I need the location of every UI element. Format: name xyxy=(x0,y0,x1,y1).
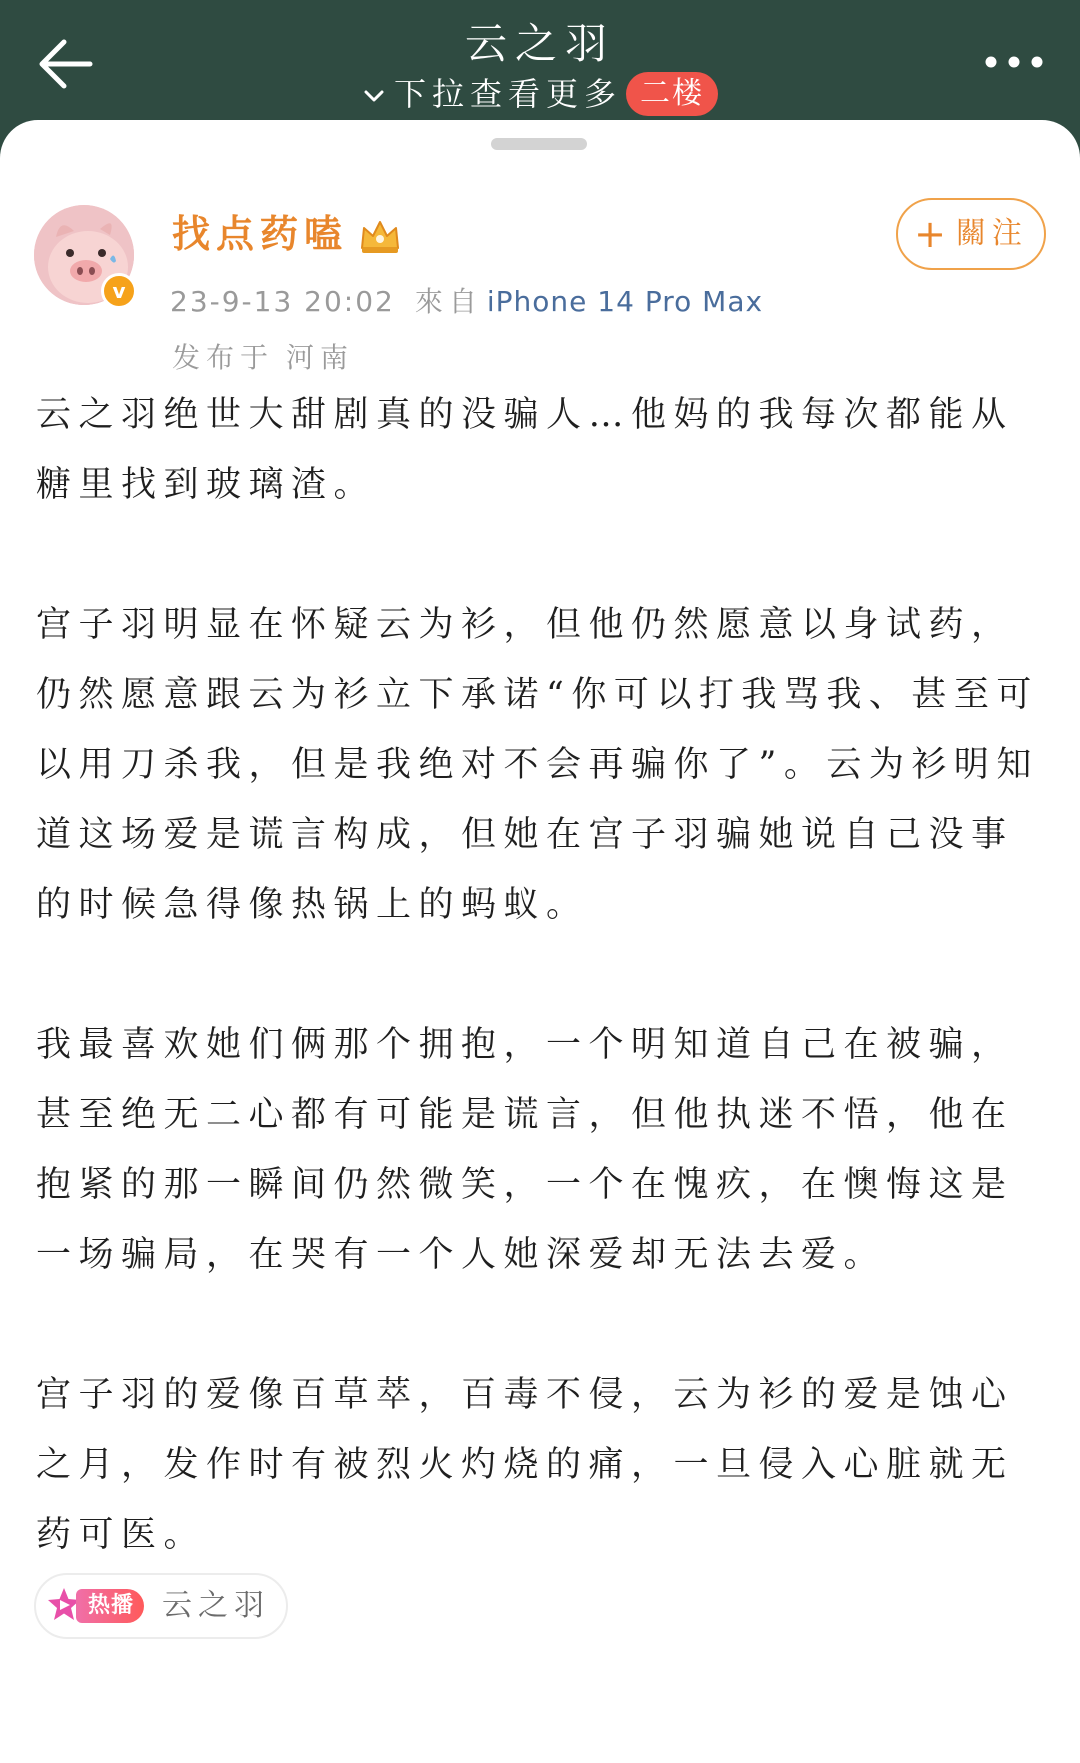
pull-down-more[interactable] xyxy=(362,72,622,116)
device-link[interactable]: iPhone 14 Pro Max xyxy=(486,285,764,318)
from-label: 來自 xyxy=(414,285,483,318)
verified-badge: v xyxy=(101,273,137,309)
drag-handle[interactable] xyxy=(491,138,587,150)
post-paragraph-1: 云之羽绝世大甜剧真的没骗人…他妈的我每次都能从糖里找到玻璃渣。 xyxy=(36,395,1014,505)
post-sheet xyxy=(0,120,1080,1763)
chevron-down-icon xyxy=(362,87,386,105)
page-title: 云之羽 xyxy=(464,19,615,68)
follow-button[interactable] xyxy=(896,198,1046,270)
hot-label: 热播 xyxy=(76,1589,144,1623)
more-options-button[interactable] xyxy=(984,48,1044,76)
crown-icon[interactable] xyxy=(358,216,402,256)
author-name[interactable]: 找点药嗑 xyxy=(172,212,349,256)
location-prefix: 发布于 xyxy=(172,341,275,374)
pull-hint-row xyxy=(0,70,1080,114)
post-paragraph-2: 宫子羽明显在怀疑云为衫，但他仍然愿意以身试药，仍然愿意跟云为衫立下承诺“你可以打我骂我、甚至可以用刀杀我，但是我绝对不会再骗你了”。云为衫明知道这场爱是谎言构成，但她在宫子羽骗她说自己没事的时候急得像热锅上的蚂蚁。 xyxy=(36,605,1039,925)
post-paragraph-4: 宫子羽的爱像百草萃，百毒不侵，云为衫的爱是蚀心之月，发作时有被烈火灼烧的痛，一旦侵入心脏就无药可医。 xyxy=(36,1375,1014,1555)
follow-label: 關注 xyxy=(955,216,1028,251)
second-floor-badge[interactable]: 二楼 xyxy=(626,72,718,116)
top-bar xyxy=(0,0,1080,124)
topic-tag[interactable] xyxy=(34,1573,288,1639)
post-body xyxy=(36,380,1046,1640)
location-value: 河南 xyxy=(286,341,355,374)
post-meta xyxy=(170,280,763,324)
post-location xyxy=(172,336,354,380)
topic-text: 云之羽 xyxy=(162,1588,270,1623)
plus-icon: + xyxy=(914,212,952,256)
post-paragraph-3: 我最喜欢她们俩那个拥抱，一个明知道自己在被骗，甚至绝无二心都有可能是谎言，但他执迷不悟，他在抱紧的那一瞬间仍然微笑，一个在愧疚，在懊悔这是一场骗局，在哭有一个人她深爱却无法去爱。 xyxy=(36,1025,1014,1275)
more-dots-icon xyxy=(984,48,1044,76)
post-time: 23-9-13 20:02 xyxy=(170,285,395,318)
pull-hint-text: 下拉查看更多 xyxy=(393,75,622,113)
